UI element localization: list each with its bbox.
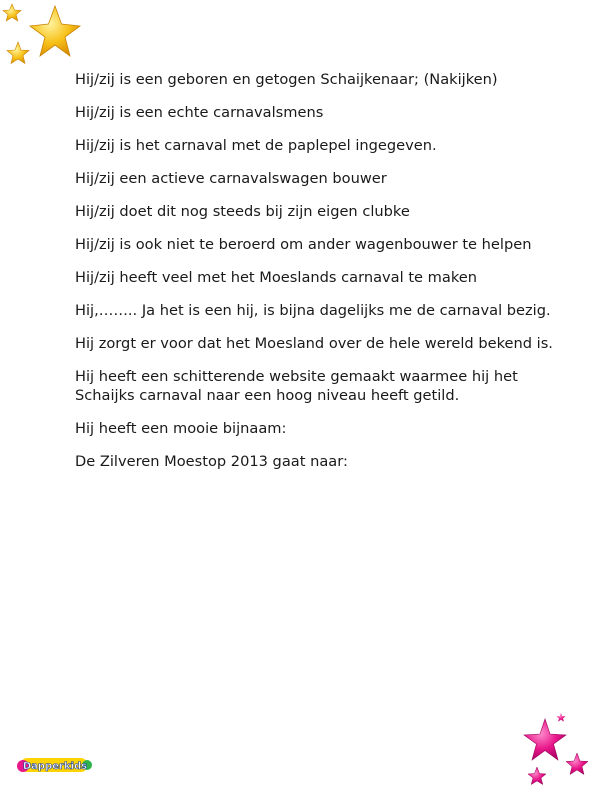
small-gold-star-icon — [7, 42, 29, 64]
logo-text: Dapperkids — [22, 761, 88, 772]
gold-stars-icon — [0, 0, 95, 75]
text-line: De Zilveren Moestop 2013 gaat naar: — [75, 453, 348, 470]
text-line: Hij/zij is ook niet te beroerd om ander wagenbouwer te helpen — [75, 236, 532, 253]
large-gold-star-icon — [30, 6, 80, 56]
small-pink-star-icon — [528, 767, 546, 785]
text-line: Hij/zij een actieve carnavalswagen bouwer — [75, 170, 387, 187]
pink-stars-icon — [515, 709, 595, 794]
text-line: Hij/zij doet dit nog steeds bij zijn eigen clubke — [75, 203, 410, 220]
letter-body — [75, 70, 565, 485]
text-paragraph: Hij heeft een schitterende website gemaakt waarmee hij het Schaijks carnaval naar een hoog niveau heeft getild. — [75, 368, 518, 404]
text-line: Hij/zij heeft veel met het Moeslands carnaval te maken — [75, 269, 477, 286]
small-pink-star-icon — [566, 753, 588, 775]
dapperkids-logo — [15, 750, 95, 776]
text-line: Hij/zij is een echte carnavalsmens — [75, 104, 324, 121]
text-line: Hij/zij is een geboren en getogen Schaijkenaar; (Nakijken) — [75, 71, 498, 88]
text-line: Hij,…….. Ja het is een hij, is bijna dagelijks me de carnaval bezig. — [75, 302, 551, 319]
tiny-pink-star-icon — [557, 713, 566, 722]
small-gold-star-icon — [3, 4, 21, 21]
text-line: Hij/zij is het carnaval met de paplepel ingegeven. — [75, 137, 437, 154]
large-pink-star-icon — [524, 719, 566, 760]
text-line: Hij zorgt er voor dat het Moesland over de hele wereld bekend is. — [75, 335, 553, 352]
text-line: Hij heeft een mooie bijnaam: — [75, 420, 287, 437]
